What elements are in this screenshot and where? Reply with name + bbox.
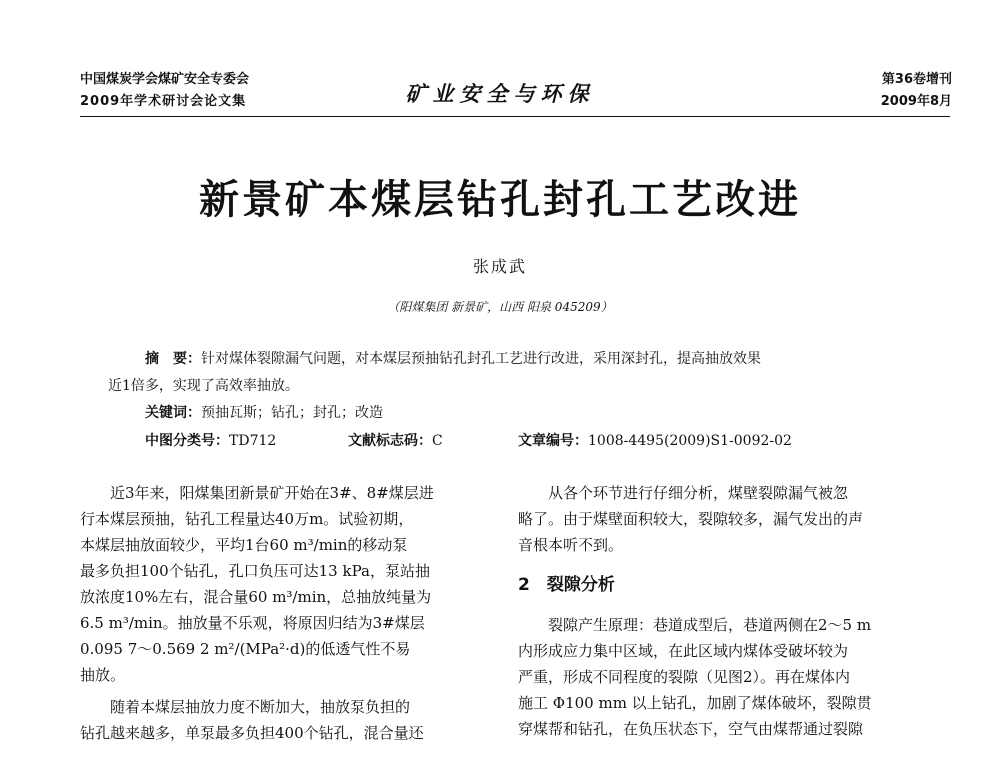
clc-value: TD712: [229, 433, 277, 449]
text-line: 施工 Φ100 mm 以上钻孔，加剧了煤体破坏，裂隙贯: [518, 694, 872, 712]
header-proceedings: 2009年学术研讨会论文集: [80, 94, 247, 109]
text-line: 音根本听不到。: [518, 536, 624, 554]
journal-name: 矿业安全与环保: [405, 81, 595, 106]
abstract-line-2: 近1倍多，实现了高效率抽放。: [108, 378, 299, 394]
article-value: 1008-4495(2009)S1-0092-02: [588, 433, 792, 449]
keywords: [145, 402, 383, 422]
text-line: 内形成应力集中区域，在此区域内煤体受破坏较为: [518, 642, 849, 660]
section-heading: 2 裂隙分析: [518, 575, 615, 595]
paper-title: 新景矿本煤层钻孔封孔工艺改进: [199, 177, 801, 223]
header-volume: 第36卷增刊: [881, 72, 952, 87]
text-line: 钻孔越来越多，单泵最多负担400个钻孔，混合量还: [80, 724, 424, 742]
clc-label: 中图分类号：: [145, 433, 229, 449]
right-paragraph-2: [518, 612, 948, 742]
text-line: 裂隙产生原理：巷道成型后，巷道两侧在2～5 m: [548, 616, 872, 634]
text-line: 穿煤帮和钻孔，在负压状态下，空气由煤帮通过裂隙: [518, 720, 864, 738]
header-date: 2009年8月: [880, 94, 952, 109]
article-label: 文章编号：: [518, 433, 588, 449]
header-rule: [80, 116, 950, 117]
abstract-label: 摘 要：: [145, 351, 201, 367]
text-line: 0.095 7～0.569 2 m²/(MPa²·d)的低透气性不易: [80, 640, 411, 658]
doc-code: [348, 430, 443, 450]
text-line: 随着本煤层抽放力度不断加大，抽放泵负担的: [110, 698, 411, 716]
text-line: 近3年来，阳煤集团新景矿开始在3#、8#煤层进: [110, 484, 434, 502]
text-line: 严重，形成不同程度的裂隙（见图2）。再在煤体内: [518, 668, 851, 686]
text-line: 最多负担100个钻孔，孔口负压可达13 kPa，泵站抽: [80, 562, 430, 580]
keywords-label: 关键词：: [145, 405, 201, 421]
right-column: [518, 480, 948, 742]
doc-label: 文献标志码：: [348, 433, 432, 449]
doc-value: C: [432, 433, 443, 449]
author-name: 张成武: [472, 257, 527, 276]
left-paragraph-2: [80, 694, 455, 746]
text-line: 6.5 m³/min。抽放量不乐观，将原因归结为3#煤层: [80, 614, 425, 632]
left-column: [80, 480, 455, 746]
text-line: 行本煤层预抽，钻孔工程量达40万m。试验初期，: [80, 510, 414, 528]
affiliation: （阳煤集团 新景矿，山西 阳泉 045209）: [387, 300, 613, 314]
text-line: 放浓度10%左右，混合量60 m³/min，总抽放纯量为: [80, 588, 432, 606]
header-conference: 中国煤炭学会煤矿安全专委会: [80, 72, 250, 87]
article-number: [518, 430, 792, 450]
right-paragraph-1: [518, 480, 948, 558]
abstract-line-1: [145, 348, 761, 368]
abstract-text-1: 针对煤体裂隙漏气问题，对本煤层预抽钻孔封孔工艺进行改进，采用深封孔，提高抽放效果: [201, 351, 761, 367]
clc-number: [145, 430, 276, 450]
text-line: 从各个环节进行仔细分析，煤壁裂隙漏气被忽: [548, 484, 849, 502]
keywords-text: 预抽瓦斯；钻孔；封孔；改造: [201, 405, 383, 421]
text-line: 抽放。: [80, 666, 126, 684]
left-paragraph-1: [80, 480, 455, 688]
text-line: 略了。由于煤壁面积较大，裂隙较多，漏气发出的声: [518, 510, 864, 528]
text-line: 本煤层抽放面较少，平均1台60 m³/min的移动泵: [80, 536, 408, 554]
